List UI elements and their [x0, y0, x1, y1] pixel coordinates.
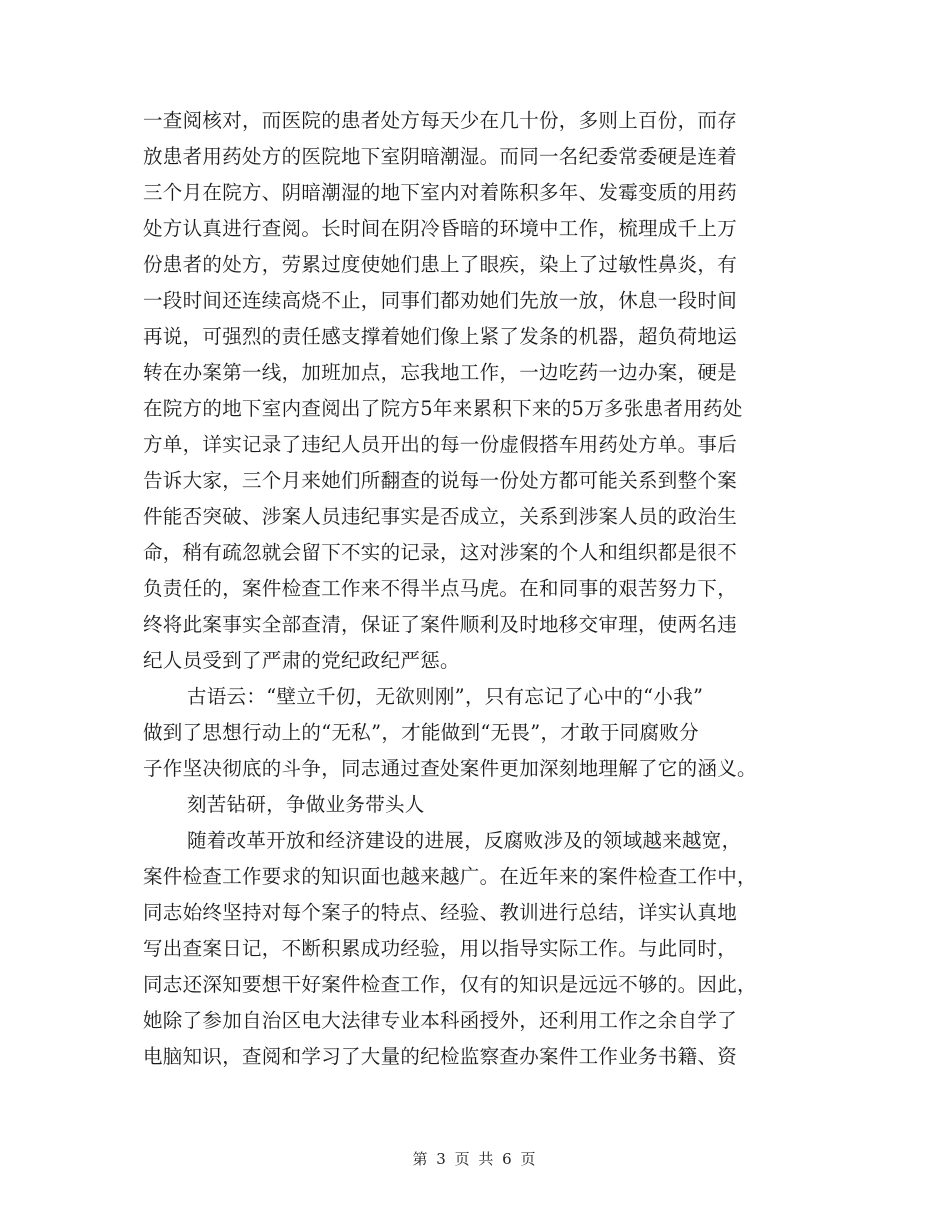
text-line: 电脑知识，查阅和学习了大量的纪检监察查办案件工作业务书籍、资	[143, 1045, 738, 1068]
text-line: 一段时间还连续高烧不止，同事们都劝她们先放一放，休息一段时间	[143, 289, 738, 312]
text-line: 负责任的，案件检查工作来不得半点马虎。在和同事的艰苦努力下，	[143, 577, 738, 600]
text-line: 案件检查工作要求的知识面也越来越广。在近年来的案件检查工作中，	[143, 865, 757, 888]
text-line: 古语云：“壁立千仞，无欲则刚”，只有忘记了心中的“小我”	[187, 685, 704, 708]
text-line: 刻苦钻研，争做业务带头人	[187, 793, 425, 816]
text-line: 三个月在院方、阴暗潮湿的地下室内对着陈积多年、发霉变质的用药	[143, 181, 738, 204]
text-line: 随着改革开放和经济建设的进展，反腐败涉及的领域越来越宽，	[187, 829, 742, 852]
text-line: 份患者的处方，劳累过度使她们患上了眼疾，染上了过敏性鼻炎，有	[143, 253, 738, 276]
document-body	[143, 103, 823, 1075]
text-line: 命，稍有疏忽就会留下不实的记录，这对涉案的个人和组织都是很不	[143, 541, 738, 564]
text-line: 方单，详实记录了违纪人员开出的每一份虚假搭车用药处方单。事后	[143, 433, 738, 456]
text-line: 同志还深知要想干好案件检查工作，仅有的知识是远远不够的。因此，	[143, 973, 757, 996]
text-line: 放患者用药处方的医院地下室阴暗潮湿。而同一名纪委常委硬是连着	[143, 145, 738, 168]
text-line: 写出查案日记，不断积累成功经验，用以指导实际工作。与此同时，	[143, 937, 738, 960]
text-line: 转在办案第一线，加班加点，忘我地工作，一边吃药一边办案，硬是	[143, 361, 738, 384]
text-line: 件能否突破、涉案人员违纪事实是否成立，关系到涉案人员的政治生	[143, 505, 738, 528]
text-line: 告诉大家，三个月来她们所翻查的说每一份处方都可能关系到整个案	[143, 469, 738, 492]
text-line: 再说，可强烈的责任感支撑着她们像上紧了发条的机器，超负荷地运	[143, 325, 738, 348]
text-line: 处方认真进行查阅。长时间在阴冷昏暗的环境中工作，梳理成千上万	[143, 217, 738, 240]
text-line: 纪人员受到了严肃的党纪政纪严惩。	[143, 649, 460, 672]
text-line: 子作坚决彻底的斗争，同志通过查处案件更加深刻地理解了它的涵义。	[143, 757, 757, 780]
text-line: 一查阅核对，而医院的患者处方每天少在几十份，多则上百份，而存	[143, 109, 738, 132]
text-line: 她除了参加自治区电大法律专业本科函授外，还利用工作之余自学了	[143, 1009, 738, 1032]
page-footer: 第 3 页 共 6 页	[412, 1150, 538, 1168]
text-line: 同志始终坚持对每个案子的特点、经验、教训进行总结，详实认真地	[143, 901, 738, 924]
text-line: 终将此案事实全部查清，保证了案件顺利及时地移交审理，使两名违	[143, 613, 738, 636]
text-line: 在院方的地下室内查阅出了院方5年来累积下来的5万多张患者用药处	[143, 397, 743, 420]
text-line: 做到了思想行动上的“无私”，才能做到“无畏”，才敢于同腐败分	[143, 721, 699, 744]
